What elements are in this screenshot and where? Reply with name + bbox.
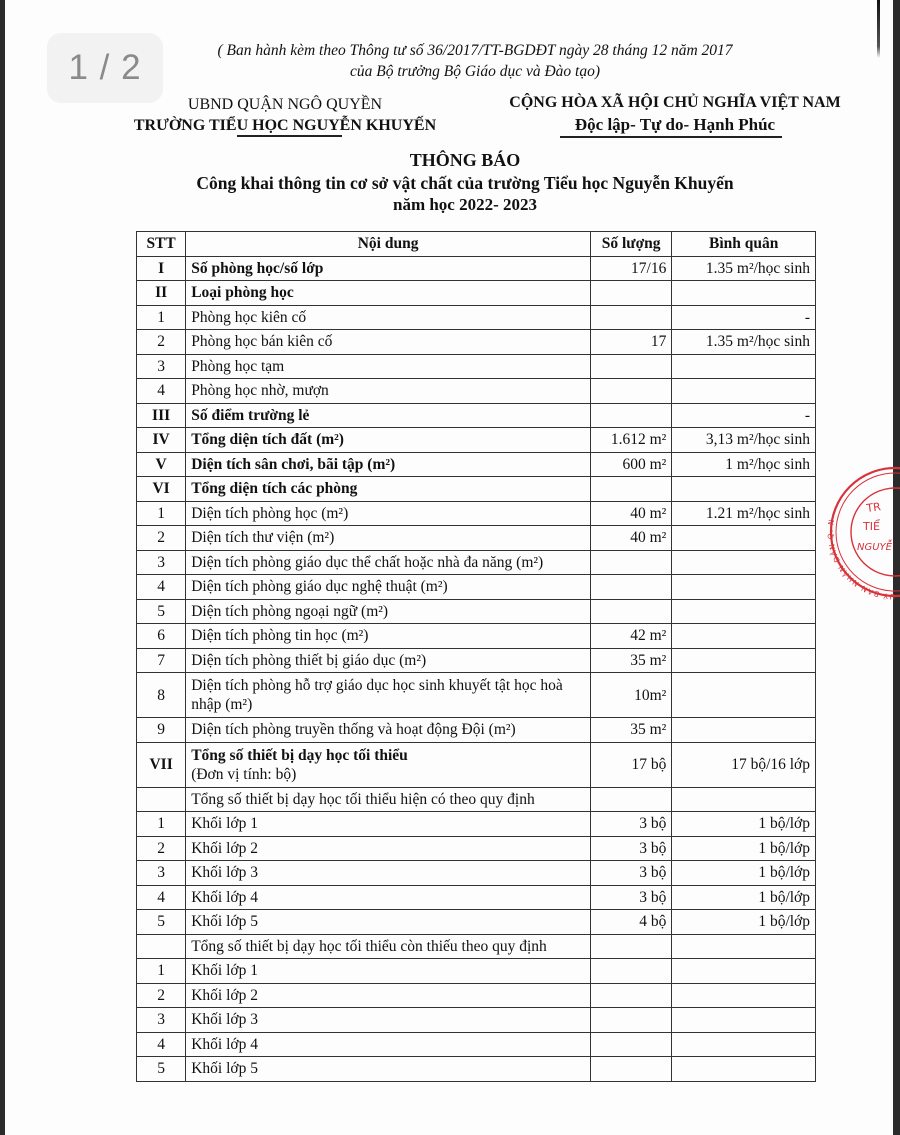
table-row — [137, 403, 816, 428]
cell-content-text: Khối lớp 5 — [191, 1060, 258, 1078]
cell-content-text: Khối lớp 1 — [191, 962, 258, 980]
cell-quantity: 3 bộ — [590, 812, 671, 837]
table-row — [137, 1032, 816, 1057]
cell-content — [186, 787, 591, 812]
cell-content-text: Diện tích phòng học (m²) — [191, 504, 349, 522]
table-row — [137, 673, 816, 718]
cell-content-text: Số phòng học/số lớp — [191, 259, 324, 277]
cell-content — [186, 330, 591, 355]
cell-content — [186, 959, 591, 984]
cell-content — [186, 575, 591, 600]
cell-content-text: Phòng học tạm — [191, 357, 285, 375]
cell-content-text: Phòng học nhờ, mượn — [191, 382, 329, 400]
cell-quantity — [590, 983, 671, 1008]
cell-content — [186, 305, 591, 330]
cell-content — [186, 403, 591, 428]
cell-average: 3,13 m²/học sinh — [672, 428, 816, 453]
cell-content — [186, 718, 591, 743]
school-year: năm học 2022- 2023 — [392, 195, 538, 214]
cell-content — [186, 836, 591, 861]
cell-average: 1.35 m²/học sinh — [672, 330, 816, 355]
cell-content-text: Tổng diện tích đất (m²) — [191, 431, 344, 449]
cell-quantity — [590, 477, 671, 502]
cell-average: 1 m²/học sinh — [672, 452, 816, 477]
cell-average: 1 bộ/lớp — [672, 910, 816, 935]
table-row — [137, 330, 816, 355]
cell-average — [672, 281, 816, 306]
table-row — [137, 550, 816, 575]
cell-stt: 6 — [137, 624, 186, 649]
cell-stt: IV — [137, 428, 186, 453]
cell-content — [186, 648, 591, 673]
cell-average: 17 bộ/16 lớp — [672, 742, 816, 787]
cell-quantity — [590, 1008, 671, 1033]
table-row — [137, 379, 816, 404]
table-row — [137, 885, 816, 910]
cell-quantity — [590, 354, 671, 379]
seal-stamp-icon — [823, 462, 900, 600]
table-row — [137, 305, 816, 330]
svg-text:TR: TR — [865, 500, 882, 515]
cell-content-text: Loại phòng học — [191, 284, 294, 302]
cell-content-text: Diện tích phòng giáo dục thể chất hoặc nhà đa năng (m²) — [191, 553, 544, 571]
table-row — [137, 910, 816, 935]
cell-quantity — [590, 1057, 671, 1082]
cell-quantity — [590, 281, 671, 306]
issuer-underline — [237, 135, 342, 137]
cell-stt: 4 — [137, 379, 186, 404]
cell-stt: 5 — [137, 599, 186, 624]
issuer-header — [115, 94, 455, 138]
cell-average — [672, 379, 816, 404]
cell-average — [672, 959, 816, 984]
table-row — [137, 428, 816, 453]
table-row — [137, 575, 816, 600]
cell-average — [672, 648, 816, 673]
cell-stt: 1 — [137, 812, 186, 837]
cell-content — [186, 624, 591, 649]
header-content: Nội dung — [186, 232, 591, 257]
table-row — [137, 742, 816, 787]
cell-stt — [137, 787, 186, 812]
cell-quantity: 40 m² — [590, 526, 671, 551]
cell-content — [186, 281, 591, 306]
cell-stt: 2 — [137, 836, 186, 861]
table-row — [137, 1008, 816, 1033]
cell-stt: VI — [137, 477, 186, 502]
cell-content — [186, 599, 591, 624]
cell-content — [186, 673, 591, 718]
cell-quantity: 3 bộ — [590, 836, 671, 861]
cell-stt: 2 — [137, 983, 186, 1008]
cell-content-text: Tổng diện tích các phòng — [191, 480, 358, 498]
motto-underline — [560, 136, 782, 138]
cell-content — [186, 861, 591, 886]
cell-quantity — [590, 787, 671, 812]
cell-content — [186, 501, 591, 526]
cell-average: 1 bộ/lớp — [672, 836, 816, 861]
cell-average — [672, 983, 816, 1008]
cell-quantity: 600 m² — [590, 452, 671, 477]
cell-content-text: Khối lớp 2 — [191, 839, 258, 857]
legal-note-line2: của Bộ trưởng Bộ Giáo dục và Đào tạo) — [349, 63, 601, 80]
cell-average — [672, 550, 816, 575]
cell-average — [672, 575, 816, 600]
cell-average: 1 bộ/lớp — [672, 861, 816, 886]
cell-content-text: Số điểm trường lẻ — [191, 406, 310, 424]
cell-quantity: 42 m² — [590, 624, 671, 649]
table-row — [137, 354, 816, 379]
cell-stt: 1 — [137, 305, 186, 330]
cell-content — [186, 550, 591, 575]
cell-content-text: Diện tích phòng thiết bị giáo dục (m²) — [191, 651, 427, 669]
cell-content-text: Diện tích thư viện (m²) — [191, 529, 335, 547]
cell-quantity: 40 m² — [590, 501, 671, 526]
cell-average — [672, 1057, 816, 1082]
cell-content-text: Diện tích phòng hỗ trợ giáo dục học sinh khuyết tật học hoà nhập (m²) — [191, 677, 563, 713]
page-counter: 1 / 2 — [68, 48, 142, 87]
cell-stt: 7 — [137, 648, 186, 673]
cell-average — [672, 1032, 816, 1057]
cell-average — [672, 477, 816, 502]
table-row — [137, 599, 816, 624]
cell-content — [186, 1008, 591, 1033]
cell-content-text: Diện tích phòng truyền thống và hoạt động Đội (m²) — [191, 721, 516, 739]
cell-stt: I — [137, 256, 186, 281]
cell-average: - — [672, 305, 816, 330]
header-average: Bình quân — [672, 232, 816, 257]
cell-content — [186, 812, 591, 837]
header-stt: STT — [137, 232, 186, 257]
table-row — [137, 934, 816, 959]
facility-table — [136, 231, 816, 1082]
cell-stt: 5 — [137, 1057, 186, 1082]
cell-content-text: Tổng số thiết bị dạy học tối thiểu còn thiếu theo quy định — [191, 937, 547, 955]
table-row — [137, 959, 816, 984]
cell-average — [672, 673, 816, 718]
cell-stt: 4 — [137, 575, 186, 600]
legal-note-line1: ( Ban hành kèm theo Thông tư số 36/2017/TT-BGDĐT ngày 28 tháng 12 năm 2017 — [217, 42, 733, 59]
cell-content-text: Khối lớp 3 — [191, 1011, 258, 1029]
cell-content-text: Diện tích phòng tin học (m²) — [191, 627, 369, 645]
official-seal — [823, 462, 900, 600]
cell-content-text: Tổng số thiết bị dạy học tối thiểu hiện có theo quy định — [191, 790, 535, 808]
cell-content — [186, 379, 591, 404]
cell-average — [672, 354, 816, 379]
cell-stt: VII — [137, 742, 186, 787]
cell-quantity: 35 m² — [590, 718, 671, 743]
table-row — [137, 648, 816, 673]
document-title: THÔNG BÁO — [409, 150, 521, 170]
cell-average — [672, 787, 816, 812]
cell-content-text: Khối lớp 3 — [191, 864, 258, 882]
cell-stt: 1 — [137, 959, 186, 984]
cell-stt: 3 — [137, 861, 186, 886]
issuer-line1: UBND QUẬN NGÔ QUYỀN — [187, 96, 383, 113]
cell-quantity: 17/16 — [590, 256, 671, 281]
table-row — [137, 256, 816, 281]
cell-stt — [137, 934, 186, 959]
cell-stt: 1 — [137, 501, 186, 526]
cell-average — [672, 624, 816, 649]
cell-content — [186, 452, 591, 477]
cell-stt: 3 — [137, 550, 186, 575]
cell-content-text: Khối lớp 4 — [191, 1035, 258, 1053]
cell-content-text: Khối lớp 5 — [191, 913, 258, 931]
cell-stt: 9 — [137, 718, 186, 743]
cell-content-subtext: (Đơn vị tính: bộ) — [191, 765, 297, 783]
table-row — [137, 452, 816, 477]
cell-content — [186, 742, 591, 787]
table-row — [137, 812, 816, 837]
cell-content-text: Diện tích phòng ngoại ngữ (m²) — [191, 602, 389, 620]
cell-quantity: 4 bộ — [590, 910, 671, 935]
table-row — [137, 477, 816, 502]
cell-stt: V — [137, 452, 186, 477]
table-row — [137, 861, 816, 886]
cell-average — [672, 1008, 816, 1033]
national-motto: Độc lập- Tự do- Hạnh Phúc — [574, 115, 776, 134]
cell-content — [186, 256, 591, 281]
cell-content — [186, 354, 591, 379]
cell-quantity: 17 bộ — [590, 742, 671, 787]
cell-stt: 3 — [137, 354, 186, 379]
table-row — [137, 501, 816, 526]
svg-text:UỶ BAN NHÂN DÂN Q. N: UỶ BAN NHÂN DÂN Q. N — [825, 517, 896, 600]
cell-average: 1 bộ/lớp — [672, 885, 816, 910]
cell-quantity — [590, 550, 671, 575]
cell-quantity — [590, 575, 671, 600]
cell-average: - — [672, 403, 816, 428]
cell-quantity: 10m² — [590, 673, 671, 718]
table-row — [137, 281, 816, 306]
cell-content — [186, 526, 591, 551]
cell-stt: II — [137, 281, 186, 306]
cell-content — [186, 1032, 591, 1057]
cell-content-text: Diện tích sân chơi, bãi tập (m²) — [191, 455, 396, 473]
cell-quantity — [590, 1032, 671, 1057]
table-row — [137, 624, 816, 649]
cell-content — [186, 885, 591, 910]
national-line1: CỘNG HÒA XÃ HỘI CHỦ NGHĨA VIỆT NAM — [509, 94, 841, 111]
cell-average: 1 bộ/lớp — [672, 812, 816, 837]
cell-content-text: Diện tích phòng giáo dục nghệ thuật (m²) — [191, 578, 448, 596]
cell-average — [672, 718, 816, 743]
header-quantity: Số lượng — [590, 232, 671, 257]
cell-average — [672, 599, 816, 624]
table-body — [137, 256, 816, 1081]
cell-content — [186, 910, 591, 935]
title-block — [125, 148, 805, 216]
page-counter-badge — [47, 33, 163, 103]
national-header — [485, 92, 865, 138]
cell-stt: 8 — [137, 673, 186, 718]
cell-stt: 4 — [137, 1032, 186, 1057]
cell-quantity — [590, 305, 671, 330]
cell-content-text: Phòng học kiên cố — [191, 308, 307, 326]
table-row — [137, 983, 816, 1008]
cell-average: 1.21 m²/học sinh — [672, 501, 816, 526]
cell-quantity: 1.612 m² — [590, 428, 671, 453]
cell-content-text: Khối lớp 4 — [191, 888, 258, 906]
cell-content-text: Khối lớp 2 — [191, 986, 258, 1004]
document-page — [5, 0, 896, 1135]
table-row — [137, 1057, 816, 1082]
cell-stt: 2 — [137, 330, 186, 355]
cell-average — [672, 934, 816, 959]
table-row — [137, 718, 816, 743]
svg-text:NGUYỄ: NGUYỄ — [857, 542, 892, 553]
document-subtitle: Công khai thông tin cơ sở vật chất của trường Tiểu học Nguyễn Khuyến — [196, 173, 734, 193]
cell-quantity: 35 m² — [590, 648, 671, 673]
cell-content-text: Khối lớp 1 — [191, 815, 258, 833]
cell-quantity — [590, 379, 671, 404]
cell-stt: 2 — [137, 526, 186, 551]
cell-stt: III — [137, 403, 186, 428]
cell-quantity — [590, 403, 671, 428]
cell-stt: 4 — [137, 885, 186, 910]
page-edge-shadow — [877, 0, 880, 58]
cell-content — [186, 1057, 591, 1082]
cell-stt: 3 — [137, 1008, 186, 1033]
cell-average: 1.35 m²/học sinh — [672, 256, 816, 281]
cell-content — [186, 477, 591, 502]
table-header-row — [137, 232, 816, 257]
cell-content-text: Tổng số thiết bị dạy học tối thiểu — [191, 746, 408, 764]
cell-quantity: 3 bộ — [590, 861, 671, 886]
cell-stt: 5 — [137, 910, 186, 935]
legal-note — [165, 40, 785, 82]
cell-quantity: 17 — [590, 330, 671, 355]
svg-text:TIỂ: TIỂ — [863, 520, 880, 533]
cell-content — [186, 983, 591, 1008]
cell-quantity: 3 bộ — [590, 885, 671, 910]
table-row — [137, 526, 816, 551]
cell-average — [672, 526, 816, 551]
cell-quantity — [590, 934, 671, 959]
cell-content-text: Phòng học bán kiên cố — [191, 333, 333, 351]
cell-quantity — [590, 959, 671, 984]
table-row — [137, 787, 816, 812]
issuer-line2: TRƯỜNG TIỂU HỌC NGUYỄN KHUYẾN — [133, 117, 437, 134]
table-row — [137, 836, 816, 861]
cell-content — [186, 428, 591, 453]
cell-quantity — [590, 599, 671, 624]
cell-content — [186, 934, 591, 959]
